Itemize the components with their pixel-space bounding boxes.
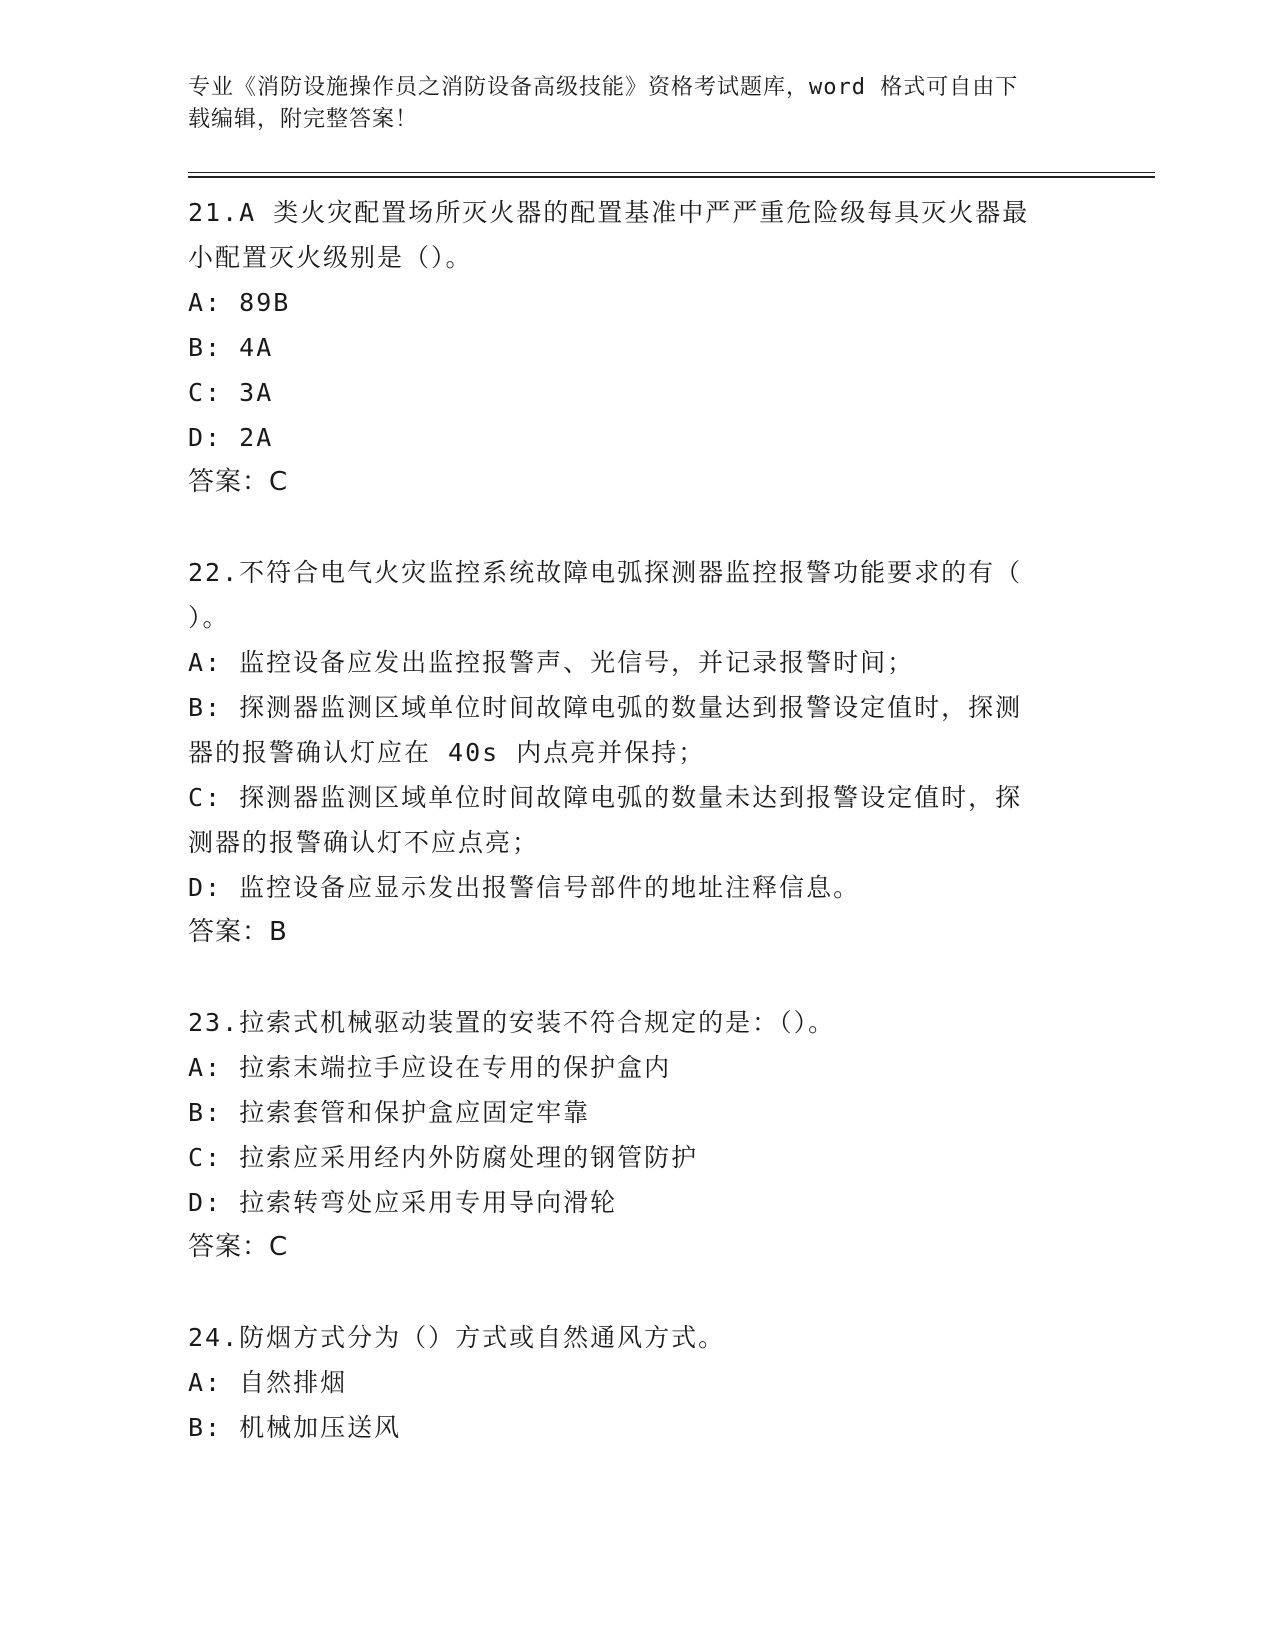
- option-a: A: 89B: [188, 288, 291, 317]
- option-d: D: 监控设备应显示发出报警信号部件的地址注释信息。: [188, 873, 861, 902]
- option-b-continued: 器的报警确认灯应在 40s 内点亮并保持；: [188, 738, 706, 767]
- question-text: 21.A 类火灾配置场所灭火器的配置基准中严严重危险级每具灭火器最: [188, 198, 1030, 227]
- header-divider-thick: [188, 176, 1155, 178]
- document-header: [188, 72, 1078, 136]
- answer: 答案：B: [188, 917, 288, 947]
- question-text: 23.拉索式机械驱动装置的安装不符合规定的是：（）。: [188, 1008, 836, 1037]
- option-b: B: 机械加压送风: [188, 1413, 402, 1442]
- option-a: A: 拉索末端拉手应设在专用的保护盒内: [188, 1053, 672, 1082]
- question-23: [188, 1000, 1078, 1269]
- question-24: [188, 1315, 1078, 1450]
- question-21: [188, 190, 1078, 504]
- option-c: C: 3A: [188, 378, 274, 407]
- question-22: [188, 550, 1078, 954]
- question-text: ）。: [188, 603, 230, 632]
- option-b: B: 4A: [188, 333, 274, 362]
- option-d: D: 拉索转弯处应采用专用导向滑轮: [188, 1188, 618, 1217]
- question-text: 小配置灭火级别是（）。: [188, 243, 473, 272]
- option-d: D: 2A: [188, 423, 274, 452]
- option-c: C: 拉索应采用经内外防腐处理的钢管防护: [188, 1143, 699, 1172]
- question-text: 22.不符合电气火灾监控系统故障电弧探测器监控报警功能要求的有（: [188, 558, 1023, 587]
- question-list: [188, 190, 1078, 1496]
- question-text: 24.防烟方式分为（）方式或自然通风方式。: [188, 1323, 726, 1352]
- header-line-1: 专业《消防设施操作员之消防设备高级技能》资格考试题库，word 格式可自由下: [188, 75, 1019, 100]
- option-a: A: 自然排烟: [188, 1368, 348, 1397]
- option-a: A: 监控设备应发出监控报警声、光信号，并记录报警时间；: [188, 648, 915, 677]
- option-b: B: 拉索套管和保护盒应固定牢靠: [188, 1098, 591, 1127]
- option-c-continued: 测器的报警确认灯不应点亮；: [188, 828, 540, 857]
- header-divider-thin: [188, 172, 1155, 173]
- header-line-2: 载编辑，附完整答案！: [188, 107, 419, 132]
- option-b: B: 探测器监测区域单位时间故障电弧的数量达到报警设定值时，探测: [188, 693, 1023, 722]
- answer: 答案：C: [188, 467, 289, 497]
- option-c: C: 探测器监测区域单位时间故障电弧的数量未达到报警设定值时，探: [188, 783, 1023, 812]
- answer: 答案：C: [188, 1232, 289, 1262]
